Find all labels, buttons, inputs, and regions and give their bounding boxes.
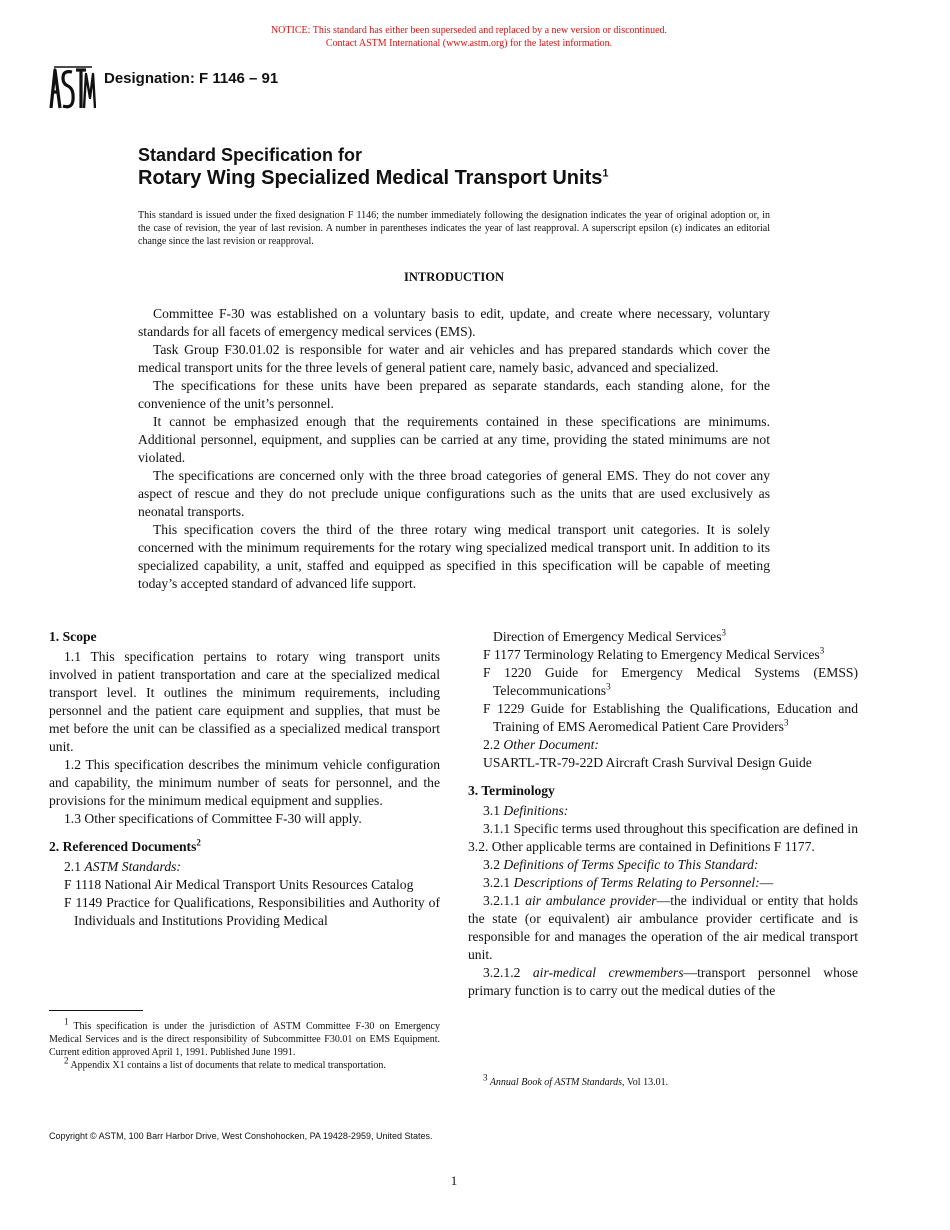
footnotes-left bbox=[49, 1016, 440, 1072]
page-number: 1 bbox=[450, 1173, 458, 1188]
defined-term: air ambulance provider bbox=[525, 893, 657, 908]
footnotes-right bbox=[468, 1072, 858, 1089]
subsection-number: 3.2.1.2 bbox=[483, 965, 533, 980]
subsection-number: 3.2.1.1 bbox=[483, 893, 526, 908]
footnote-number: 3 bbox=[483, 1072, 488, 1083]
definition-text: —transport personnel whose primary function is to carry out the medical duties of the bbox=[468, 965, 858, 998]
footnote-1 bbox=[49, 1016, 440, 1059]
reference-usartl: USARTL-TR-79-22D Aircraft Crash Survival Design Guide bbox=[483, 755, 812, 770]
footnote-text: This specification is under the jurisdiction of ASTM Committee F-30 on Emergency Medical Services and is the direct responsibility of Subcommittee F30.01 on EMS Equipment. Current edition approved April 1, 1991. Published June 1991. bbox=[49, 1021, 440, 1058]
intro-paragraph: It cannot be emphasized enough that the requirements contained in these specifications are minimums. Additional personnel, equipment, and supplies can be carried at any time, providing the stated minimums are not violated. bbox=[138, 414, 770, 465]
intro-paragraph: The specifications for these units have been prepared as separate standards, each standing alone, for the convenience of the unit’s personnel. bbox=[138, 378, 770, 411]
reference-f1229 bbox=[468, 700, 858, 736]
footnote-marker: 3 bbox=[819, 645, 825, 656]
reference-f1177 bbox=[468, 646, 858, 664]
subsection-label: ASTM Standards: bbox=[84, 859, 181, 874]
intro-paragraph: This specification covers the third of the three rotary wing medical transport unit categories. It is solely concerned with the minimum requirements for the rotary wing specialized medical transport unit. In addition to its specialized capability, a unit, staffed and equipped as specified in this specification will be capable of meeting today’s accepted standard of advanced life support. bbox=[138, 522, 770, 591]
footnote-marker: 3 bbox=[606, 681, 611, 692]
title-line-1: Standard Specification for bbox=[138, 145, 363, 165]
footnote-marker: 3 bbox=[783, 717, 789, 728]
footnote-marker: 3 bbox=[721, 627, 726, 638]
subsection-label: Definitions: bbox=[503, 803, 569, 818]
astm-logo-icon bbox=[48, 64, 96, 110]
reference-f1220 bbox=[468, 664, 858, 700]
title-footnote-marker: 1 bbox=[602, 167, 609, 180]
issued-note: This standard is issued under the fixed designation F 1146; the number immediately following the designation indicates the year of original adoption or, in the case of revision, the year of last revision. A number in parentheses indicates the year of last reapproval. A superscript epsilon (ϵ) indicates an editorial change since the last revision or reapproval. bbox=[138, 210, 770, 247]
referenced-documents-heading bbox=[49, 838, 440, 856]
subsection-number: 2.1 bbox=[64, 859, 85, 874]
footnote-marker: 2 bbox=[196, 837, 201, 848]
definition-text: —the individual or entity that holds the state (or equivalent) air ambulance provider certificate and is responsible for and manages the operation of the air medical transport unit. bbox=[468, 893, 858, 962]
right-column bbox=[468, 628, 858, 1000]
footnote-2 bbox=[49, 1055, 440, 1072]
intro-paragraph: Task Group F30.01.02 is responsible for water and air vehicles and has prepared standards which cover the medical transport units for the three levels of general patient care, namely basic, advanced and specialized. bbox=[138, 342, 770, 375]
scope-1-1: 1.1 This specification pertains to rotary wing transport units involved in patient transportation and care at the specialized medical transport level. It outlines the minimum requirements, including personnel and the patient care equipment and supplies, that must be met before the unit can be classified as a specialized medical transport unit. bbox=[49, 649, 440, 754]
footnote-number: 2 bbox=[64, 1055, 69, 1066]
dash: — bbox=[759, 875, 774, 890]
reference-f1118: F 1118 National Air Medical Transport Units Resources Catalog bbox=[64, 877, 414, 892]
reference-f1149-continued bbox=[468, 628, 858, 646]
footnote-book-title: Annual Book of ASTM Standards bbox=[487, 1077, 623, 1088]
introduction-heading: INTRODUCTION bbox=[403, 270, 504, 284]
notice-line-1: NOTICE: This standard has either been superseded and replaced by a new version or discontinued. bbox=[270, 25, 668, 36]
terminology-3-2 bbox=[468, 856, 858, 874]
introduction-body bbox=[138, 305, 770, 593]
reference-f1177-text: F 1177 Terminology Relating to Emergency Medical Services bbox=[483, 647, 820, 662]
terminology-3-1 bbox=[468, 802, 858, 820]
subsection-number: 3.1 bbox=[483, 803, 504, 818]
terminology-3-2-1-2 bbox=[468, 964, 858, 1000]
intro-paragraph: The specifications are concerned only with the three broad categories of general EMS. They do not cover any aspect of rescue and they do not preclude unique configurations such as the units that are used exclusively as neonatal transports. bbox=[138, 468, 770, 519]
terminology-3-2-1 bbox=[468, 874, 858, 892]
footnote-text: Appendix X1 contains a list of documents that relate to medical transportation. bbox=[68, 1060, 386, 1071]
title-line-2 bbox=[138, 166, 838, 190]
other-document-subheading bbox=[468, 736, 858, 754]
reference-f1149-tail: Direction of Emergency Medical Services bbox=[493, 629, 722, 644]
designation: Designation: F 1146 – 91 bbox=[104, 70, 279, 87]
subsection-label: Definitions of Terms Specific to This Standard: bbox=[503, 857, 759, 872]
withdrawal-notice bbox=[0, 24, 938, 50]
astm-standards-subheading bbox=[49, 858, 440, 876]
copyright: Copyright © ASTM, 100 Barr Harbor Drive, West Conshohocken, PA 19428-2959, United States. bbox=[49, 1131, 433, 1141]
intro-paragraph: Committee F-30 was established on a voluntary basis to edit, update, and create where necessary, voluntary standards for all facets of emergency medical services (EMS). bbox=[138, 306, 770, 339]
notice-line-2: Contact ASTM International (www.astm.org) for the latest information. bbox=[325, 38, 613, 49]
terminology-3-1-1: 3.1.1 Specific terms used throughout this specification are defined in 3.2. Other applicable terms are contained in Definitions F 1177. bbox=[468, 821, 858, 854]
referenced-documents-heading-text: 2. Referenced Documents bbox=[49, 839, 197, 854]
reference-f1149: F 1149 Practice for Qualifications, Responsibilities and Authority of Individuals and Institutions Providing Medical bbox=[64, 895, 440, 928]
scope-1-2: 1.2 This specification describes the minimum vehicle configuration and capability, the minimum number of seats for personnel, and the provisions for the minimum medical equipment and supplies. bbox=[49, 757, 440, 808]
defined-term: air-medical crewmembers bbox=[532, 965, 684, 980]
terminology-3-2-1-1 bbox=[468, 892, 858, 964]
scope-1-3: 1.3 Other specifications of Committee F-30 will apply. bbox=[64, 811, 362, 826]
title-line-2-text: Rotary Wing Specialized Medical Transport Units bbox=[138, 167, 603, 189]
left-column bbox=[49, 628, 440, 930]
reference-f1220-text: F 1220 Guide for Emergency Medical Systems (EMSS) Telecommunications bbox=[483, 665, 858, 698]
subsection-number: 3.2.1 bbox=[483, 875, 514, 890]
footnote-rule bbox=[49, 1010, 143, 1011]
footnote-3 bbox=[468, 1072, 858, 1089]
subsection-label: Other Document: bbox=[503, 737, 599, 752]
document-title bbox=[138, 144, 838, 190]
subsection-number: 3.2 bbox=[483, 857, 504, 872]
scope-heading: 1. Scope bbox=[49, 629, 97, 644]
subsection-label: Descriptions of Terms Relating to Personnel: bbox=[513, 875, 760, 890]
terminology-heading: 3. Terminology bbox=[468, 783, 555, 798]
reference-f1229-text: F 1229 Guide for Establishing the Qualifications, Education and Training of EMS Aeromedical Patient Care Providers bbox=[483, 701, 858, 734]
subsection-number: 2.2 bbox=[483, 737, 504, 752]
footnote-text: , Vol 13.01. bbox=[622, 1077, 669, 1088]
footnote-number: 1 bbox=[64, 1016, 69, 1027]
